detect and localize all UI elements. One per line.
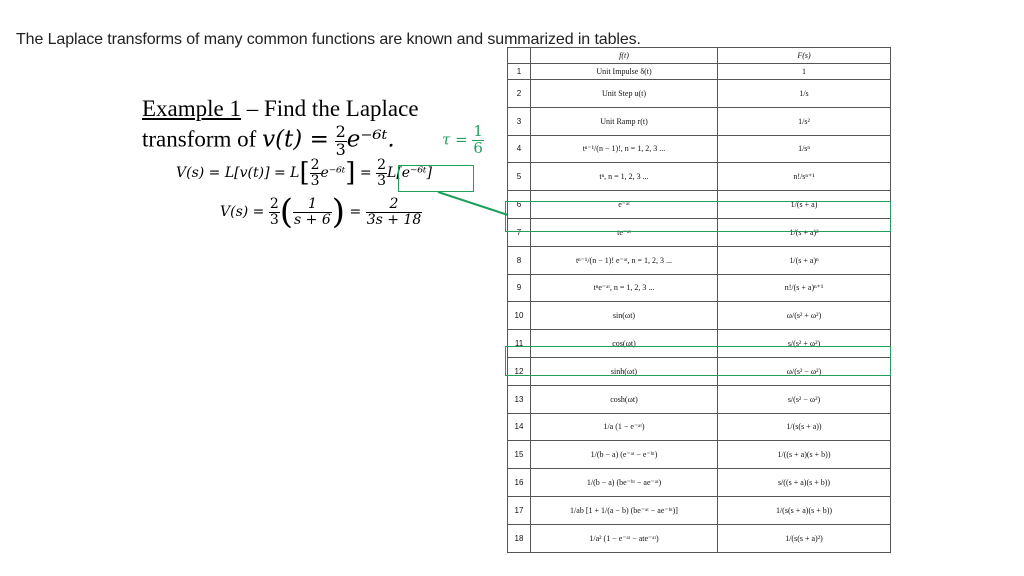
coef-den: 3: [335, 139, 346, 159]
row-number: 9: [508, 274, 531, 302]
s-function: 1: [718, 64, 891, 80]
time-function: sinh(ωt): [531, 357, 718, 385]
coef-num: 2: [335, 122, 346, 141]
row-number: 10: [508, 302, 531, 330]
example-sep: – Find the Laplace: [241, 96, 419, 121]
s-function: 1/(s + a)ⁿ: [718, 246, 891, 274]
l1-frac-num: 2: [310, 157, 320, 173]
s-function: 1/(s(s + a)(s + b)): [718, 496, 891, 524]
l1-b: e⁻⁶ᵗ: [320, 165, 346, 182]
l2-res-den: 3s + 18: [366, 211, 422, 228]
laplace-table: [507, 47, 891, 553]
row-number: 11: [508, 330, 531, 358]
s-function: n!/sⁿ⁺¹: [718, 163, 891, 191]
time-function: sin(ωt): [531, 302, 718, 330]
tau-label: τ =: [442, 130, 468, 149]
solution-line-1: V(s) = L[v(t)] = L[ $\frac{2}{3}$ e⁻⁶ᵗ] = $\frac{2}{3}$ L[e⁻⁶ᵗ]: [176, 157, 432, 189]
s-function: n!/(s + a)ⁿ⁺¹: [718, 274, 891, 302]
l1-frac2-num: 2: [377, 157, 387, 173]
s-function: s/((s + a)(s + b)): [718, 469, 891, 497]
l1-frac-den: 3: [310, 172, 320, 189]
time-function: Unit Ramp r(t): [531, 107, 718, 135]
row-number: 5: [508, 163, 531, 191]
solution-line-2: V(s) = $\frac{2}{3}$ ( $\frac{1}{s + 6}$ ) = $\frac{2}{3s + 18}$: [220, 192, 422, 232]
l2-inner-num: 1: [293, 197, 332, 213]
row-6-highlight: [505, 201, 891, 232]
slide-headline: The Laplace transforms of many common functions are known and summarized in tables.: [16, 31, 641, 48]
s-function: ω/(s² + ω²): [718, 302, 891, 330]
row-number: 8: [508, 246, 531, 274]
row-number: 18: [508, 524, 531, 552]
s-function: s/(s² − ω²): [718, 385, 891, 413]
row-number: 4: [508, 135, 531, 163]
row-number: 12: [508, 357, 531, 385]
header-f: f(t): [531, 48, 718, 64]
table-header-row: [508, 48, 891, 64]
table-row: [508, 413, 891, 441]
time-function: tⁿ, n = 1, 2, 3 ...: [531, 163, 718, 191]
l2-res-num: 2: [366, 197, 423, 213]
time-function: cos(ωt): [531, 330, 718, 358]
s-function: 1/(s + a)²: [718, 218, 891, 246]
l1-eq: =: [355, 165, 377, 182]
row-number: 16: [508, 469, 531, 497]
row-11-highlight: [505, 346, 891, 376]
time-function: tⁿe⁻ᵃᵗ, n = 1, 2, 3 ...: [531, 274, 718, 302]
tau-den: 6: [473, 138, 483, 157]
time-function: 1/(b − a) (be⁻ᵇᵗ − ae⁻ᵃᵗ): [531, 469, 718, 497]
table-row: [508, 80, 891, 108]
time-function: tⁿ⁻¹/(n − 1)!, n = 1, 2, 3 ...: [531, 135, 718, 163]
time-function: e⁻ᵃᵗ: [531, 191, 718, 219]
l2-inner-den: s + 6: [294, 211, 331, 228]
l2-a: V(s) =: [220, 204, 265, 220]
row-number: 15: [508, 441, 531, 469]
table-row: [508, 64, 891, 80]
row-number: 7: [508, 218, 531, 246]
l2-frac-num: 2: [269, 195, 279, 212]
table-row: [508, 135, 891, 163]
l2-eq: =: [349, 204, 362, 220]
time-function: Unit Impulse δ(t): [531, 64, 718, 80]
l2-frac-den: 3: [269, 211, 279, 228]
s-function: 1/s: [718, 80, 891, 108]
l1-a: V(s) = L[v(t)] = L: [176, 165, 300, 182]
row-number: 6: [508, 191, 531, 219]
v-of-t: v(t) =: [262, 126, 329, 153]
s-function: 1/((s + a)(s + b)): [718, 441, 891, 469]
s-function: 1/sⁿ: [718, 135, 891, 163]
header-index: [508, 48, 531, 64]
table-row: [508, 107, 891, 135]
row-number: 3: [508, 107, 531, 135]
time-function: cosh(ωt): [531, 385, 718, 413]
row-number: 13: [508, 385, 531, 413]
time-function: tⁿ⁻¹/(n − 1)! e⁻ᵃᵗ, n = 1, 2, 3 ...: [531, 246, 718, 274]
example-line2: transform of: [142, 126, 263, 152]
time-function: Unit Step u(t): [531, 80, 718, 108]
time-function: 1/a² (1 − e⁻ᵃᵗ − ate⁻ᵃᵗ): [531, 524, 718, 552]
s-function: ω/(s² − ω²): [718, 357, 891, 385]
tau-num: 1: [473, 122, 483, 140]
example-label: Example 1: [142, 96, 241, 121]
table-row: [508, 524, 891, 552]
s-function: 1/(s + a): [718, 191, 891, 219]
time-function: te⁻ᵃᵗ: [531, 218, 718, 246]
s-function: 1/(s(s + a)): [718, 413, 891, 441]
time-function: 1/(b − a) (e⁻ᵃᵗ − e⁻ᵇᵗ): [531, 441, 718, 469]
s-function: 1/(s(s + a)²): [718, 524, 891, 552]
table-row: [508, 496, 891, 524]
connector-line: [438, 192, 508, 215]
row-number: 2: [508, 80, 531, 108]
s-function: s/(s² + ω²): [718, 330, 891, 358]
table-row: [508, 274, 891, 302]
time-function: 1/a (1 − e⁻ᵃᵗ): [531, 413, 718, 441]
l1-frac2-den: 3: [377, 172, 387, 189]
table-row: [508, 302, 891, 330]
s-function: 1/s²: [718, 107, 891, 135]
table-row: [508, 469, 891, 497]
row-number: 1: [508, 64, 531, 80]
table-row: [508, 246, 891, 274]
exp-term: e⁻⁶ᵗ.: [346, 126, 395, 153]
header-F: F(s): [718, 48, 891, 64]
table-row: [508, 385, 891, 413]
row-number: 17: [508, 496, 531, 524]
l1-c: L[e⁻⁶ᵗ]: [387, 165, 432, 182]
table-row: [508, 441, 891, 469]
table-row: [508, 163, 891, 191]
row-number: 14: [508, 413, 531, 441]
time-function: 1/ab [1 + 1/(a − b) (be⁻ᵃᵗ − ae⁻ᵇᵗ)]: [531, 496, 718, 524]
